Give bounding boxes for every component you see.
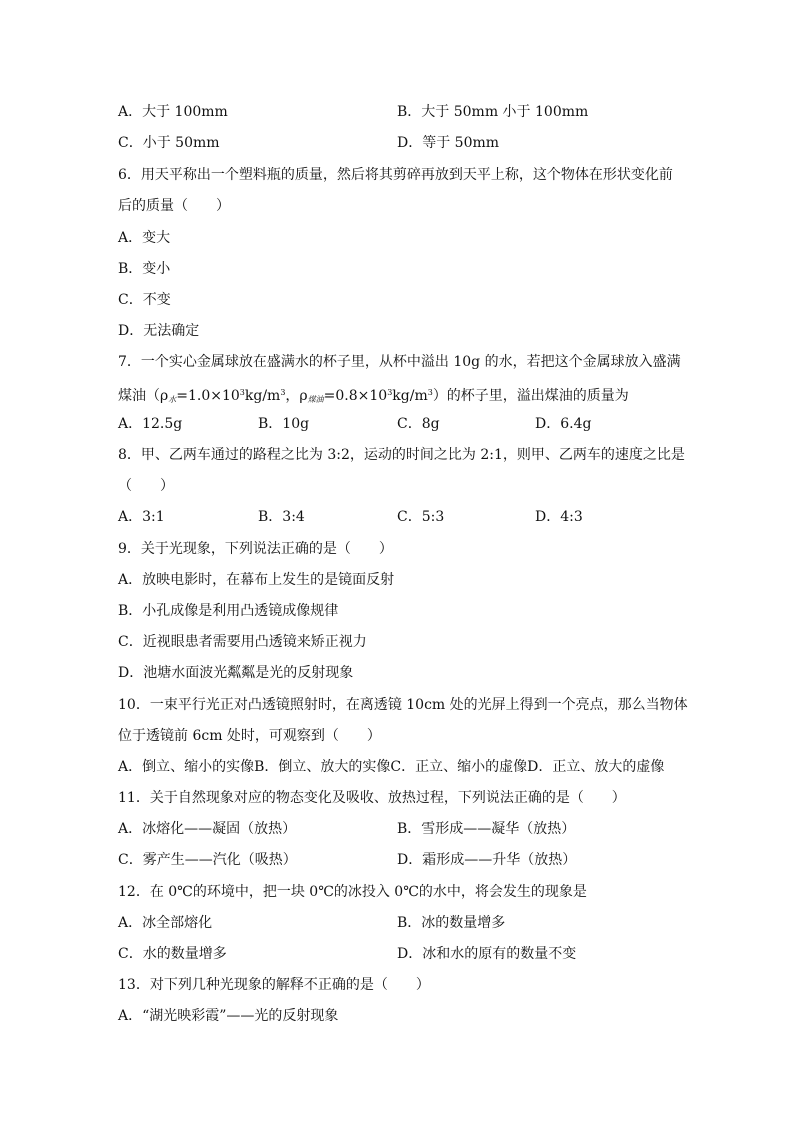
q10-stem-line2: 位于透镜前 6cm 处时，可观察到（ ） (118, 728, 381, 744)
q11-option-b: B．雪形成——凝华（放热） (397, 821, 576, 837)
q5-option-c: C．小于 50mm (118, 135, 220, 151)
q12-option-a: A．冰全部熔化 (118, 915, 213, 931)
q7-exp2: 3 (280, 388, 286, 397)
q6-option-a: A．变大 (118, 230, 171, 246)
q12-stem: 12．在 0℃的环境中，把一块 0℃的冰投入 0℃的水中，将会发生的现象是 (118, 884, 587, 900)
q7-option-c: C．8g (397, 416, 440, 432)
q7-option-b: B．10g (258, 416, 310, 432)
q9-option-d: D．池塘水面波光粼粼是光的反射现象 (118, 665, 354, 681)
q9-option-b: B．小孔成像是利用凸透镜成像规律 (118, 603, 339, 619)
q12-option-c: C．水的数量增多 (118, 946, 227, 962)
q12-option-b: B．冰的数量增多 (397, 915, 506, 931)
q7-exp3: 3 (387, 388, 393, 397)
q6-stem-line2: 后的质量（ ） (118, 198, 230, 214)
q7-text-g: ）的杯子里，溢出煤油的质量为 (432, 388, 629, 404)
q8-option-c: C．5:3 (397, 509, 445, 525)
q8-option-d: D．4:3 (535, 509, 583, 525)
q9-option-c: C．近视眼患者需要用凸透镜来矫正视力 (118, 634, 367, 650)
q8-stem-line2: （ ） (118, 478, 174, 494)
q7-option-a: A．12.5g (118, 416, 183, 432)
q7-sub-oil: 煤油 (307, 395, 324, 404)
q7-exp4: 3 (427, 388, 433, 397)
q9-option-a: A．放映电影时，在幕布上发生的是镜面反射 (118, 572, 395, 588)
q7-text-d: ，ρ (285, 388, 308, 404)
q6-stem-line1: 6．用天平称出一个塑料瓶的质量，然后将其剪碎再放到天平上称，这个物体在形状变化前 (118, 167, 673, 183)
q7-text-c: kg/m (244, 388, 281, 404)
q11-option-d: D．霜形成——升华（放热） (397, 852, 577, 868)
q7-stem-line2 (118, 383, 629, 410)
q8-option-b: B．3:4 (258, 509, 305, 525)
q7-text-a: 煤油（ρ (118, 388, 169, 404)
q5-option-a: A．大于 100mm (118, 104, 228, 120)
q7-text-e: =0.8×10 (323, 388, 388, 404)
q8-stem-line1: 8．甲、乙两车通过的路程之比为 3:2，运动的时间之比为 2:1，则甲、乙两车的速度之比是 (118, 447, 685, 463)
q10-stem-line1: 10．一束平行光正对凸透镜照射时，在离透镜 10cm 处的光屏上得到一个亮点，那么当物体 (118, 697, 688, 713)
q11-option-c: C．雾产生——汽化（吸热） (118, 852, 297, 868)
q7-sub-water: 水 (168, 395, 177, 404)
q6-option-d: D．无法确定 (118, 323, 200, 339)
q11-option-a: A．冰熔化——凝固（放热） (118, 821, 297, 837)
q10-options: A．倒立、缩小的实像B．倒立、放大的实像C．正立、缩小的虚像D．正立、放大的虚像 (118, 759, 665, 775)
q6-option-c: C．不变 (118, 292, 171, 308)
q11-stem: 11．关于自然现象对应的物态变化及吸收、放热过程，下列说法正确的是（ ） (118, 790, 626, 806)
q7-exp1: 3 (239, 388, 245, 397)
q12-option-d: D．冰和水的原有的数量不变 (397, 946, 577, 962)
q7-option-d: D．6.4g (535, 416, 592, 432)
q13-option-a: A．“湖光映彩霞”——光的反射现象 (118, 1008, 339, 1024)
q5-option-b: B．大于 50mm 小于 100mm (397, 104, 589, 120)
q7-text-f: kg/m (392, 388, 428, 404)
q5-option-d: D．等于 50mm (397, 135, 500, 151)
q6-option-b: B．变小 (118, 261, 171, 277)
q7-stem-line1: 7．一个实心金属球放在盛满水的杯子里，从杯中溢出 10g 的水，若把这个金属球放入盛满 (118, 354, 681, 370)
q8-option-a: A．3:1 (118, 509, 165, 525)
q9-stem: 9．关于光现象，下列说法正确的是（ ） (118, 541, 393, 557)
q13-stem: 13．对下列几种光现象的解释不正确的是（ ） (118, 977, 430, 993)
q7-text-b: =1.0×10 (176, 388, 240, 404)
